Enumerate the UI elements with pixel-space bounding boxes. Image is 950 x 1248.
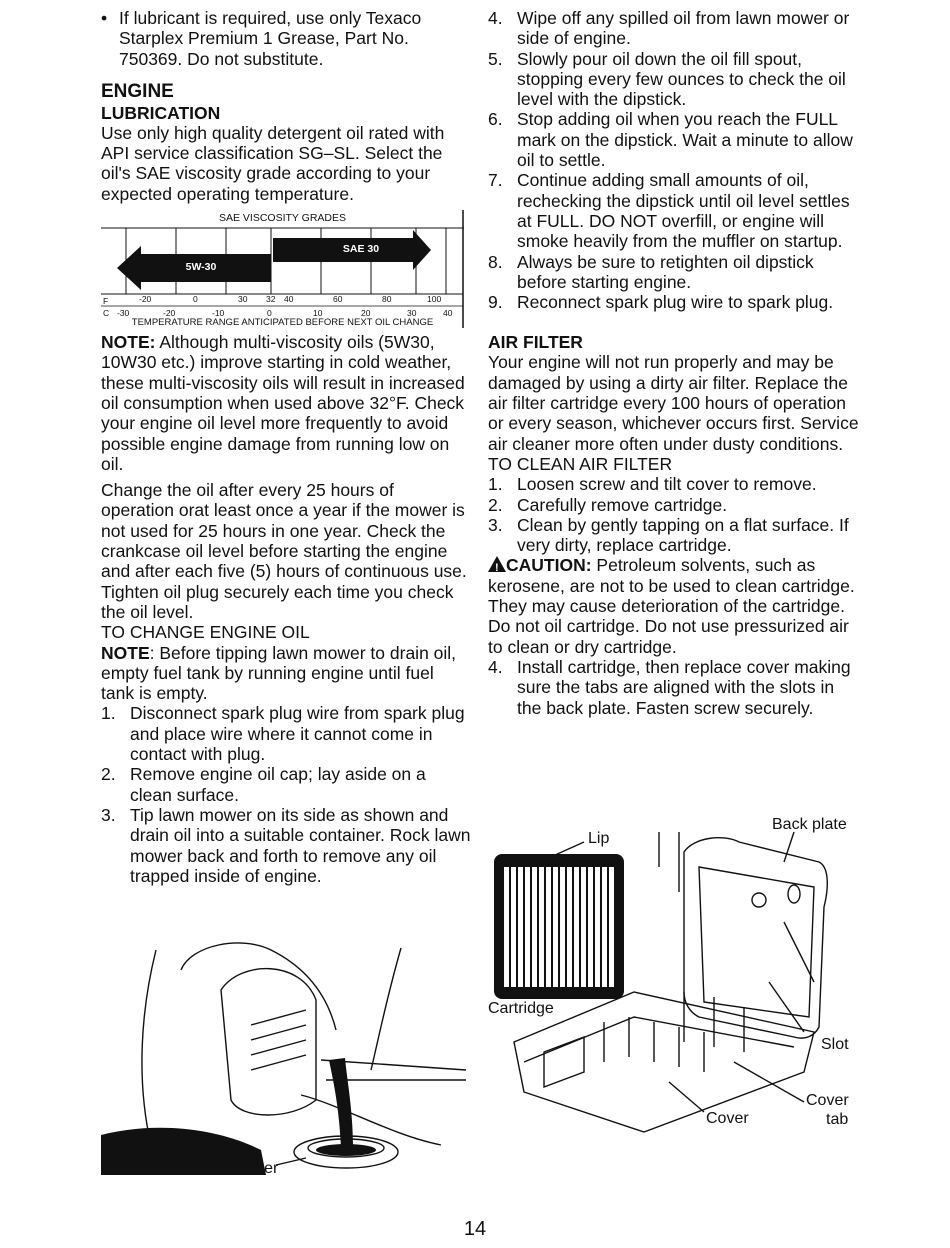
list-item: 2. Remove engine oil cap; lay aside on a clean surface. (101, 764, 426, 805)
engine-heading: ENGINE (101, 80, 174, 102)
c-label: C (103, 308, 110, 319)
oil-change-steps-left (101, 703, 471, 886)
oil-pool (316, 1144, 376, 1156)
c-tick: 0 (267, 308, 272, 319)
viscosity-chart (101, 210, 464, 328)
label-sae30: SAE 30 (342, 243, 380, 256)
c-tick: 30 (407, 308, 417, 319)
f-tick: 0 (193, 294, 198, 305)
oil-change-steps-right (488, 8, 860, 312)
cover-label: Cover (706, 1110, 749, 1127)
page-number: 14 (463, 1218, 487, 1240)
chart-footer: TEMPERATURE RANGE ANTICIPATED BEFORE NEXT OIL CHANGE (131, 317, 434, 329)
air-filter-figure (484, 812, 864, 1142)
f-tick: -20 (139, 294, 152, 305)
note-multiviscosity (101, 332, 471, 474)
warning-triangle-icon (488, 556, 506, 572)
list-item: 1. Loosen screw and tilt cover to remove. (488, 474, 817, 495)
air-filter-heading: AIR FILTER (488, 332, 583, 353)
list-item: 4. Wipe off any spilled oil from lawn mower or side of engine. (488, 8, 850, 49)
chart-title: SAE VISCOSITY GRADES (218, 212, 346, 225)
note-label: NOTE: (101, 332, 156, 353)
to-change-oil-heading: TO CHANGE ENGINE OIL (101, 622, 310, 643)
f-tick: 100 (427, 294, 442, 305)
list-item: 3. Tip lawn mower on its side as shown and drain oil into a suitable container. Rock lawn mower back and forth to remove any oil trapped inside of engine. (101, 804, 471, 886)
lip-label: Lip (588, 830, 610, 847)
list-item: 4. Install cartridge, then replace cover making sure the tabs are aligned with the slots in the back plate. Fasten screw securely. (488, 656, 851, 718)
back-plate-label: Back plate (772, 816, 847, 833)
note-text: : Before tipping lawn mower to drain oil, empty fuel tank by running engine until fuel tank is empty. (101, 642, 457, 704)
change-oil-text: Change the oil after every 25 hours of operation orat least once a year if the mower is not used for 25 hours in one year. Check the crankcase oil level before starting the engine and after each five (5) hours of continuous use. Tighten oil plug securely each time you check the oil level. (101, 480, 467, 622)
right-column (488, 8, 860, 718)
f-tick: 32 (266, 294, 276, 305)
cartridge-label: Cartridge (488, 1000, 554, 1017)
c-tick: -30 (117, 308, 130, 319)
note-text: Although multi-viscosity oils (5W30, 10W30 etc.) improve starting in cold weather, these multi-viscosity oils will result in increased oil consumption when used above 32°F. Check your engine oil level more frequently to avoid possible engine damage from running low on oil. (101, 332, 465, 474)
oil-stream (329, 1058, 353, 1148)
oil-drain-figure (101, 930, 471, 1180)
left-column (101, 8, 471, 886)
c-tick: 20 (361, 308, 371, 319)
oil-drain-illustration (101, 930, 471, 1180)
to-clean-air-filter-heading: TO CLEAN AIR FILTER (488, 453, 673, 474)
caution-label: CAUTION: (506, 555, 592, 576)
label-5w30: 5W-30 (185, 261, 217, 274)
c-tick: 10 (313, 308, 323, 319)
grease-bullet: • If lubricant is required, use only Texaco Starplex Premium 1 Grease, Part No. 750369. Do not substitute. (101, 8, 471, 69)
list-item: 2. Carefully remove cartridge. (488, 494, 728, 515)
c-tick: -10 (212, 308, 225, 319)
lubrication-text: Use only high quality detergent oil rated with API service classification SG–SL. Select the oil's SAE viscosity grade according to your expected operating temperature. (101, 122, 445, 204)
note-tipping (101, 643, 471, 704)
list-item: 6. Stop adding oil when you reach the FULL mark on the dipstick. Wait a minute to allow oil to settle. (488, 109, 853, 171)
list-item: 8. Always be sure to retighten oil dipstick before starting engine. (488, 251, 814, 292)
list-item: 9. Reconnect spark plug wire to spark plug. (488, 292, 834, 313)
f-tick: 80 (382, 294, 392, 305)
caution-paragraph (488, 555, 860, 656)
f-tick: 60 (333, 294, 343, 305)
c-tick: -20 (163, 308, 176, 319)
f-tick: 40 (284, 294, 294, 305)
caution-text: Petroleum solvents, such as kerosene, are not to be used to clean cartridge. They may cause deterioration of the cartridge. Do not oil cartridge. Do not use pressurized air to clean or dry cartridge. (488, 555, 855, 657)
list-item: 5. Slowly pour oil down the oil fill spout, stopping every few ounces to check the oil level with the dipstick. (488, 48, 846, 110)
list-item: 1. Disconnect spark plug wire from spark plug and place wire where it cannot come in contact with plug. (101, 703, 465, 765)
cover-tab-label-line1: Cover (806, 1092, 849, 1109)
slot-label: Slot (821, 1036, 849, 1053)
cover-tab-label-line2: tab (826, 1111, 849, 1128)
f-tick: 30 (238, 294, 248, 305)
container-label: Container (209, 1160, 279, 1177)
clean-filter-steps (488, 474, 860, 555)
filter-cartridge (494, 854, 624, 999)
list-item: 7. Continue adding small amounts of oil, rechecking the dipstick until oil level settles at FULL. DO NOT overfill, or engine will smoke heavily from the muffler on startup. (488, 170, 850, 252)
list-item: 3. Clean by gently tapping on a flat surface. If very dirty, replace cartridge. (488, 514, 849, 556)
air-filter-text: Your engine will not run properly and may be damaged by using a dirty air filter. Replace the air filter cartridge every 100 hours of operation or every season, whichever occurs first. Service air cleaner more often under dusty conditions. (488, 352, 859, 454)
lubrication-heading: LUBRICATION (101, 102, 221, 123)
clean-filter-step4 (488, 657, 860, 718)
c-tick: 40 (443, 308, 453, 319)
note-label: NOTE (101, 642, 150, 663)
f-label: F (103, 296, 109, 307)
